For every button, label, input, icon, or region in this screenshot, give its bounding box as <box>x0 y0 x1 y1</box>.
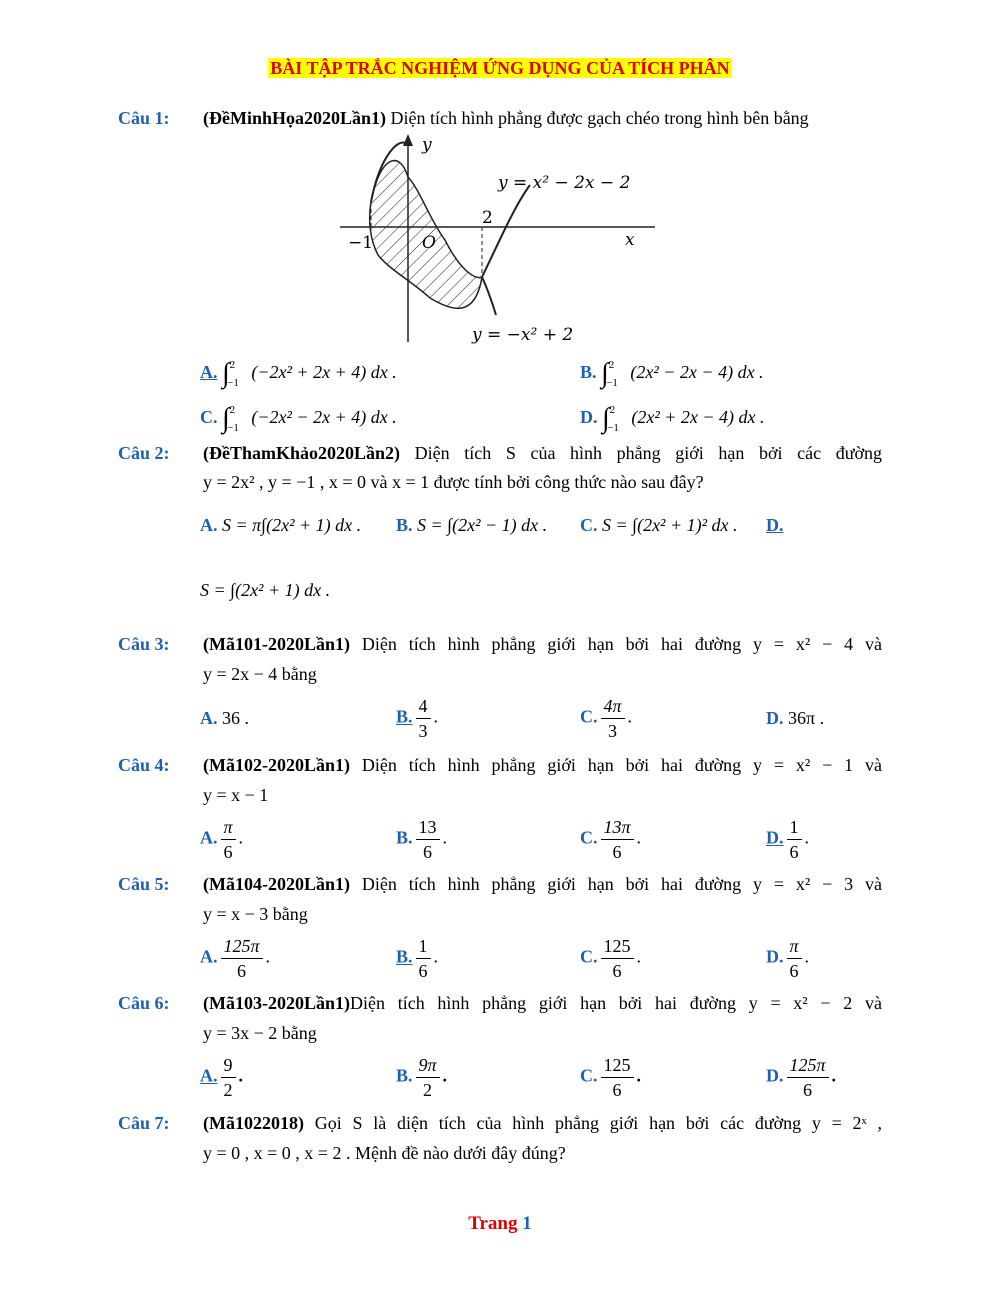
question-6-option-d[interactable]: D. $\frac{125\pi}{6}$ . <box>766 1055 837 1100</box>
question-1-figure <box>330 130 670 350</box>
question-4-option-d[interactable]: D. $\frac{1}{6}$ . <box>766 817 809 862</box>
question-3-line2: y = 2x − 4 bằng <box>203 664 317 684</box>
option-c-expr: (−2x² − 2x + 4) dx . <box>251 407 397 428</box>
question-2-option-d[interactable]: S = ∫(2x² + 1) dx . <box>200 580 331 600</box>
question-1-source: (ĐềMinhHọa2020Lần1) <box>203 108 387 128</box>
page-number: 1 <box>522 1213 532 1234</box>
question-5-line1: (Mã104-2020Lần1) Diện tích hình phẳng giới hạn bởi hai đường y = x² − 3 và <box>203 874 882 894</box>
page-footer <box>0 1213 1000 1235</box>
question-3-label: Câu 3: <box>118 634 170 654</box>
question-6-option-c[interactable]: C. $\frac{125}{6}$ . <box>580 1055 641 1100</box>
question-6-option-a[interactable]: A. $\frac{9}{2}$ . <box>200 1055 243 1100</box>
question-6-option-b[interactable]: B. $\frac{9\pi}{2}$ . <box>396 1055 448 1100</box>
question-6-label: Câu 6: <box>118 993 170 1013</box>
question-1-option-a[interactable]: A. ∫$^2_{-1}$ (−2x² + 2x + 4) dx . <box>200 358 397 390</box>
question-2-line2: y = 2x² , y = −1 , x = 0 và x = 1 được tính bởi công thức nào sau đây? <box>203 472 704 492</box>
question-2-option-c[interactable]: C. S = ∫(2x² + 1)² dx . <box>580 515 738 535</box>
question-3-option-a[interactable]: A. 36 . <box>200 708 249 728</box>
question-2-option-a[interactable]: A. S = π∫(2x² + 1) dx . <box>200 515 362 535</box>
question-2-option-d-letter[interactable]: D. <box>766 515 784 535</box>
question-2-option-b[interactable]: B. S = ∫(2x² − 1) dx . <box>396 515 548 535</box>
curve-lower-tail <box>482 277 496 315</box>
question-6-line1: (Mã103-2020Lần1)Diện tích hình phẳng giới hạn bởi hai đường y = x² − 2 và <box>203 993 882 1013</box>
tick-neg1-label: −1 <box>348 233 374 253</box>
question-1-option-b[interactable]: B. ∫$^2_{-1}$ (2x² − 2x − 4) dx . <box>580 358 764 390</box>
question-3-option-c[interactable]: C. $\frac{4\pi}{3}$ . <box>580 696 633 741</box>
y-axis-label: y <box>422 135 432 155</box>
curve-upward-parabola-arm <box>482 185 530 277</box>
question-2-label: Câu 2: <box>118 443 170 463</box>
question-6-line2: y = 3x − 2 bằng <box>203 1023 317 1043</box>
question-4-line2: y = x − 1 <box>203 785 269 805</box>
question-3-line1: (Mã101-2020Lần1) Diện tích hình phẳng giới hạn bởi hai đường y = x² − 4 và <box>203 634 882 654</box>
question-7-line2: y = 0 , x = 0 , x = 2 . Mệnh đề nào dưới đây đúng? <box>203 1143 566 1163</box>
page-title: BÀI TẬP TRẮC NGHIỆM ỨNG DỤNG CỦA TÍCH PHÂN <box>270 58 730 78</box>
question-4-option-a[interactable]: A. $\frac{\pi}{6}$ . <box>200 817 244 862</box>
footer-label: Trang <box>468 1213 518 1234</box>
question-2-line1: (ĐềThamKhảo2020Lần2) Diện tích S của hình phẳng giới hạn bởi các đường <box>203 443 882 463</box>
question-3-option-d[interactable]: D. 36π . <box>766 708 825 728</box>
question-4-label: Câu 4: <box>118 755 170 775</box>
question-5-option-b[interactable]: B. $\frac{1}{6}$ . <box>396 936 439 981</box>
question-5-option-c[interactable]: C. $\frac{125}{6}$ . <box>580 936 641 981</box>
question-5-option-a[interactable]: A. $\frac{125\pi}{6}$ . <box>200 936 271 981</box>
question-1-stem: Diện tích hình phẳng được gạch chéo trong hình bên bằng <box>386 108 809 128</box>
curve1-label: y = x² − 2x − 2 <box>498 173 631 193</box>
question-1-option-d[interactable]: D. ∫$^2_{-1}$ (2x² + 2x − 4) dx . <box>580 403 765 435</box>
option-d-expr: (2x² + 2x − 4) dx . <box>631 407 765 428</box>
question-7-label: Câu 7: <box>118 1113 170 1133</box>
question-1-label: Câu 1: <box>118 108 170 128</box>
question-5-line2: y = x − 3 bằng <box>203 904 308 924</box>
question-5-option-d[interactable]: D. $\frac{\pi}{6}$ . <box>766 936 810 981</box>
question-7-line1: (Mã1022018) Gọi S là diện tích của hình phẳng giới hạn bởi các đường y = 2ˣ , <box>203 1113 882 1133</box>
question-1-text <box>203 108 809 129</box>
question-4-option-c[interactable]: C. $\frac{13\pi}{6}$ . <box>580 817 642 862</box>
question-4-line1: (Mã102-2020Lần1) Diện tích hình phẳng giới hạn bởi hai đường y = x² − 1 và <box>203 755 882 775</box>
option-a-expr: (−2x² + 2x + 4) dx . <box>251 362 397 383</box>
tick-2-label: 2 <box>482 208 493 228</box>
curve2-label: y = −x² + 2 <box>472 325 574 345</box>
question-5-label: Câu 5: <box>118 874 170 894</box>
question-4-option-b[interactable]: B. $\frac{13}{6}$ . <box>396 817 448 862</box>
option-b-expr: (2x² − 2x − 4) dx . <box>630 362 764 383</box>
origin-label: O <box>422 233 436 253</box>
x-axis-label: x <box>625 230 635 250</box>
question-3-option-b[interactable]: B. $\frac{4}{3}$ . <box>396 696 439 741</box>
question-1-option-c[interactable]: C. ∫$^2_{-1}$ (−2x² − 2x + 4) dx . <box>200 403 397 435</box>
